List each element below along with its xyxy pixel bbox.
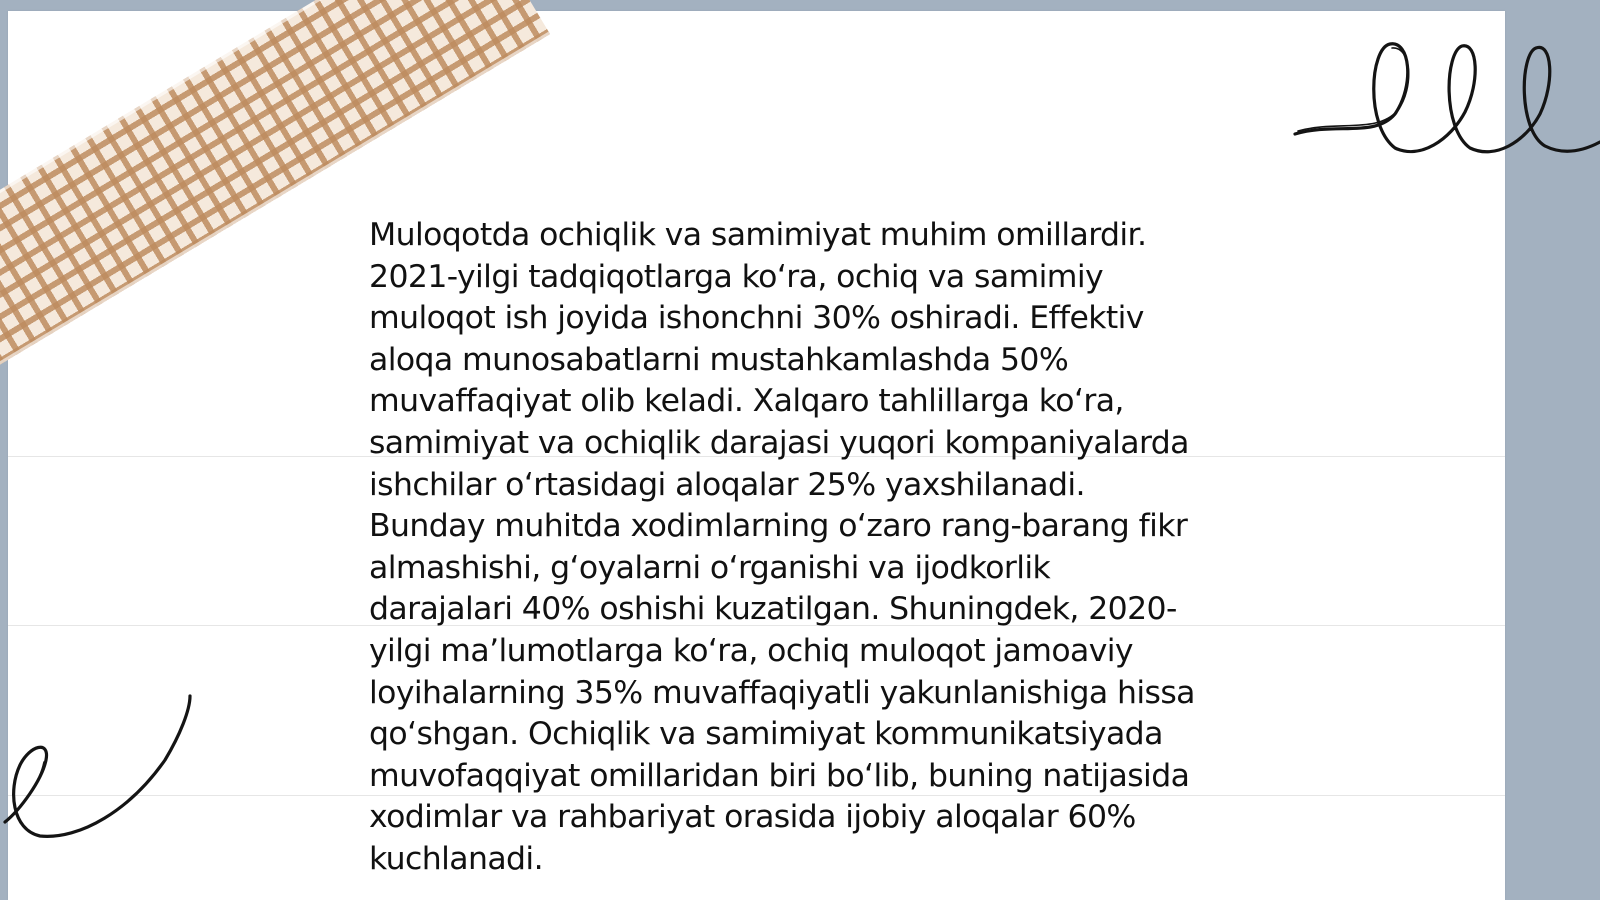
text-line: Muloqotda ochiqlik va samimiyat muhim omillardir. bbox=[369, 217, 1147, 253]
text-line: muloqot ish joyida ishonchni 30% oshiradi. Effektiv bbox=[369, 300, 1144, 337]
text-line: muvofaqqiyat omillaridan biri boʻlib, buning natijasida bbox=[369, 757, 1190, 794]
text-line: almashishi, gʻoyalarni oʻrganishi va ijodkorlik bbox=[369, 549, 1051, 586]
body-paragraph bbox=[369, 215, 1269, 881]
curl-doodle-icon bbox=[0, 690, 200, 850]
text-line: darajalari 40% oshishi kuzatilgan. Shuningdek, 2020- bbox=[369, 591, 1177, 628]
text-line: Bunday muhitda xodimlarning oʻzaro rang-barang fikr bbox=[369, 508, 1188, 545]
text-line: ishchilar oʻrtasidagi aloqalar 25% yaxshilanadi. bbox=[369, 466, 1085, 503]
text-line: yilgi maʼlumotlarga koʻra, ochiq muloqot jamoaviy bbox=[369, 632, 1133, 669]
text-line: aloqa munosabatlarni mustahkamlashda 50% bbox=[369, 341, 1069, 378]
text-line: kuchlanadi. bbox=[369, 840, 544, 877]
text-line: qoʻshgan. Ochiqlik va samimiyat kommunikatsiyada bbox=[369, 716, 1163, 753]
text-line: loyihalarning 35% muvaffaqiyatli yakunlanishiga hissa bbox=[369, 674, 1195, 711]
loop-doodle-icon bbox=[1290, 30, 1600, 170]
text-line: muvaffaqiyat olib keladi. Xalqaro tahlillarga koʻra, bbox=[369, 383, 1124, 420]
text-line: xodimlar va rahbariyat orasida ijobiy aloqalar 60% bbox=[369, 799, 1136, 836]
text-line: samimiyat va ochiqlik darajasi yuqori kompaniyalarda bbox=[369, 424, 1189, 461]
text-line: 2021-yilgi tadqiqotlarga koʻra, ochiq va samimiy bbox=[369, 258, 1104, 295]
